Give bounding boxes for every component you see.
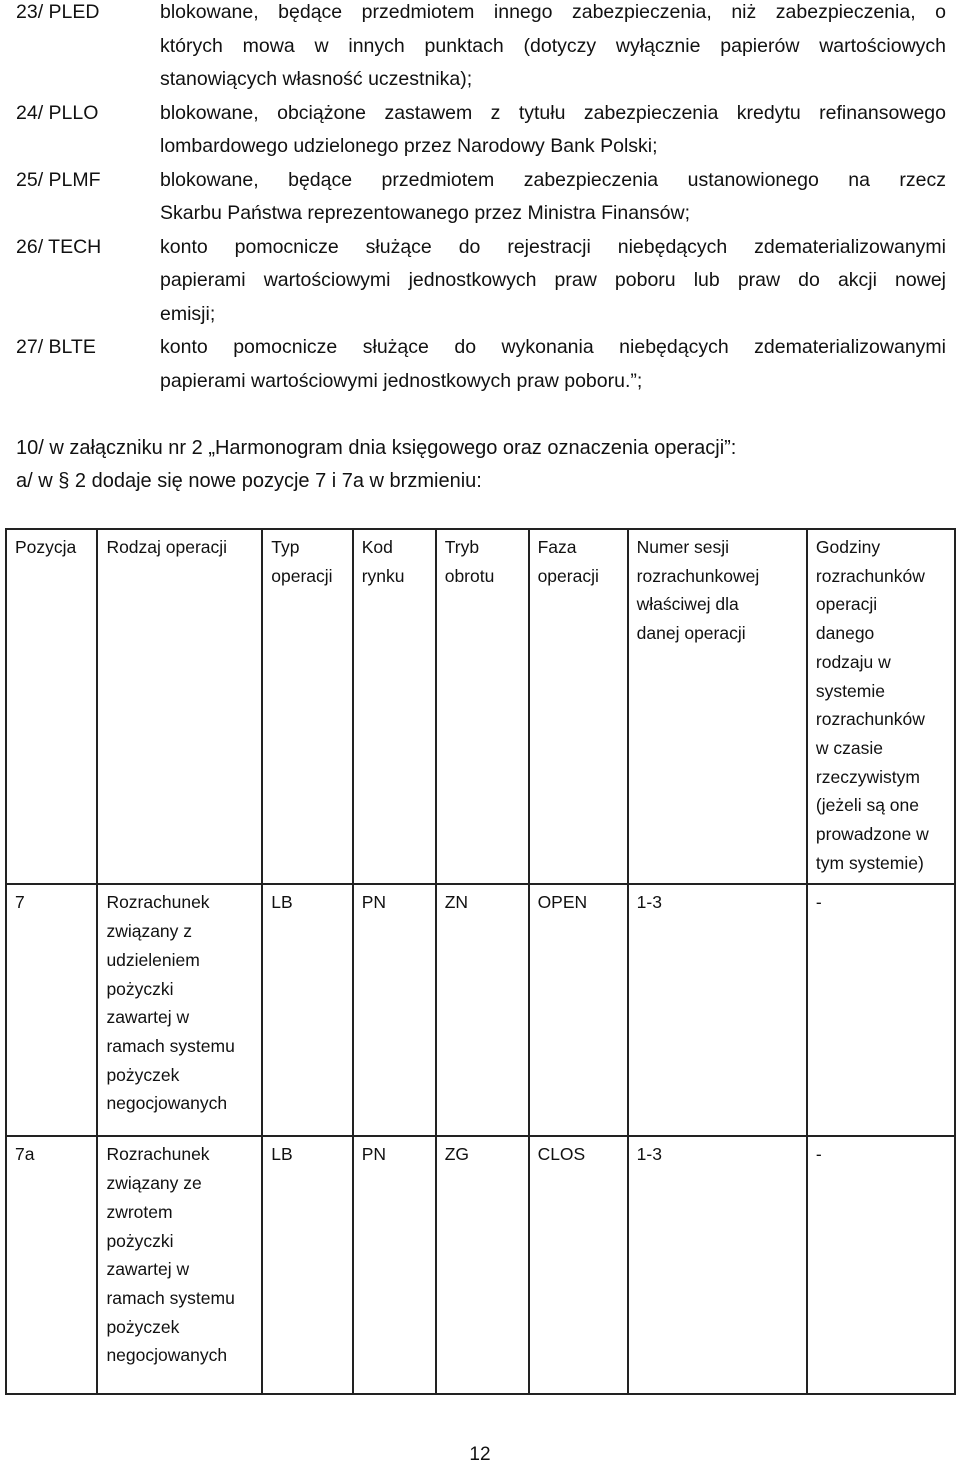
cell-text: zawartej w	[106, 1007, 190, 1028]
header-text: operacji	[271, 565, 333, 586]
code-description-line: emisji;	[160, 302, 216, 325]
header-text: (jeżeli są one	[815, 795, 920, 816]
cell-text: pożyczki	[106, 1230, 174, 1251]
cell-text: pożyczek	[106, 1064, 180, 1085]
code-item-plmf	[16, 164, 946, 231]
cell-text: zwrotem	[106, 1201, 173, 1222]
code-description	[160, 97, 946, 164]
cell-text: negocjowanych	[106, 1345, 228, 1366]
cell-godziny: -	[807, 1136, 955, 1394]
header-cell-pozycja	[6, 529, 97, 884]
cell-text: zawartej w	[106, 1259, 190, 1280]
header-text: rozrachunkowej	[636, 565, 760, 586]
table-row	[6, 884, 955, 1136]
cell-text: Rozrachunek	[106, 1144, 210, 1165]
header-text: Faza	[537, 537, 577, 557]
header-text: rozrachunków	[815, 565, 925, 586]
code-key: 26/ TECH	[16, 235, 102, 258]
cell-text: związany ze	[106, 1173, 202, 1194]
header-text: tym systemie)	[815, 852, 924, 873]
cell-faza: CLOS	[529, 1136, 628, 1394]
code-item-tech	[16, 231, 946, 332]
header-text: w czasie	[815, 737, 883, 758]
header-text: Numer sesji	[636, 537, 730, 557]
cell-text: udzieleniem	[106, 949, 200, 970]
cell-text: pożyczek	[106, 1316, 180, 1337]
cell-kod: PN	[353, 1136, 436, 1394]
header-text: Rodzaj operacji	[106, 537, 228, 557]
account-codes-list	[16, 0, 946, 398]
code-description-line: papierami wartościowymi jednostkowych praw poboru.”;	[160, 369, 643, 392]
code-key: 24/ PLLO	[16, 101, 99, 124]
header-text: Pozycja	[15, 537, 77, 557]
header-cell-numer-sesji	[628, 529, 807, 884]
header-text: Godziny	[815, 537, 881, 557]
code-description	[160, 164, 946, 231]
cell-text: pożyczki	[106, 978, 174, 999]
code-description	[160, 331, 946, 398]
code-description-line: stanowiących własność uczestnika);	[160, 68, 473, 90]
header-text: Typ	[271, 537, 300, 557]
cell-sesja: 1-3	[628, 1136, 807, 1394]
header-text: obrotu	[444, 565, 495, 586]
cell-rodzaj	[97, 1136, 262, 1394]
code-description-line: których mowa w innych punktach (dotyczy wyłącznie papierów wartościowych	[160, 34, 946, 57]
header-text: rodzaju w	[815, 651, 891, 672]
code-description-line: Skarbu Państwa reprezentowanego przez Ministra Finansów;	[160, 202, 691, 224]
cell-sesja: 1-3	[628, 884, 807, 1136]
header-text: danego	[815, 623, 875, 644]
code-description-line: blokowane, będące przedmiotem innego zabezpieczenia, niż zabezpieczenia, o	[160, 1, 946, 23]
code-description-line: blokowane, obciążone zastawem z tytułu zabezpieczenia kredytu refinansowego	[160, 101, 946, 124]
cell-godziny: -	[807, 884, 955, 1136]
code-item-pllo	[16, 97, 946, 164]
code-description-line: konto pomocnicze służące do rejestracji niebędących zdematerializowanymi	[160, 235, 946, 258]
cell-rodzaj	[97, 884, 262, 1136]
cell-typ: LB	[262, 884, 352, 1136]
header-text: rzeczywistym	[815, 766, 920, 787]
code-key: 23/ PLED	[16, 1, 100, 23]
header-text: rynku	[361, 565, 405, 586]
code-description	[160, 231, 946, 332]
code-key: 27/ BLTE	[16, 336, 96, 358]
cell-text: ramach systemu	[106, 1035, 235, 1056]
code-description-line: lombardowego udzielonego przez Narodowy Bank Polski;	[160, 135, 658, 157]
cell-pozycja: 7a	[6, 1136, 97, 1394]
code-item-blte	[16, 331, 946, 398]
header-text: systemie	[815, 680, 885, 701]
cell-typ: LB	[262, 1136, 352, 1394]
operations-table	[5, 528, 956, 1395]
cell-tryb: ZN	[436, 884, 529, 1136]
header-cell-godziny	[807, 529, 955, 884]
cell-kod: PN	[353, 884, 436, 1136]
amendment-line: 10/ w załączniku nr 2 „Harmonogram dnia księgowego oraz oznaczenia operacji”:	[16, 437, 737, 459]
cell-text: Rozrachunek	[106, 892, 210, 913]
code-description	[160, 0, 946, 97]
header-cell-tryb	[436, 529, 529, 884]
code-description-line: konto pomocnicze służące do wykonania niebędących zdematerializowanymi	[160, 336, 946, 358]
header-text: operacji	[815, 594, 878, 615]
cell-text: ramach systemu	[106, 1287, 235, 1308]
header-text: prowadzone w	[815, 824, 929, 845]
header-text: rozrachunków	[815, 709, 925, 730]
amendment-subline: a/ w § 2 dodaje się nowe pozycje 7 i 7a w brzmieniu:	[16, 470, 482, 492]
cell-faza: OPEN	[529, 884, 628, 1136]
code-description-line: blokowane, będące przedmiotem zabezpieczenia ustanowionego na rzecz	[160, 168, 946, 191]
header-cell-faza	[529, 529, 628, 884]
cell-text: związany z	[106, 921, 193, 942]
code-description-line: papierami wartościowymi jednostkowych praw poboru lub praw do akcji nowej	[160, 269, 946, 291]
header-cell-rodzaj	[97, 529, 262, 884]
page-number: 12	[469, 1444, 491, 1465]
table-row	[6, 1136, 955, 1394]
header-cell-kod	[353, 529, 436, 884]
header-cell-typ	[262, 529, 352, 884]
amendment-intro	[16, 432, 736, 498]
header-text: właściwej dla	[636, 594, 739, 615]
cell-text: negocjowanych	[106, 1093, 228, 1114]
table-header-row	[6, 529, 955, 884]
cell-tryb: ZG	[436, 1136, 529, 1394]
header-text: danej operacji	[636, 623, 746, 644]
code-item-pled	[16, 0, 946, 97]
header-text: Kod	[361, 537, 393, 557]
header-text: Tryb	[444, 537, 480, 557]
code-key: 25/ PLMF	[16, 168, 101, 191]
cell-pozycja: 7	[6, 884, 97, 1136]
header-text: operacji	[537, 565, 599, 586]
